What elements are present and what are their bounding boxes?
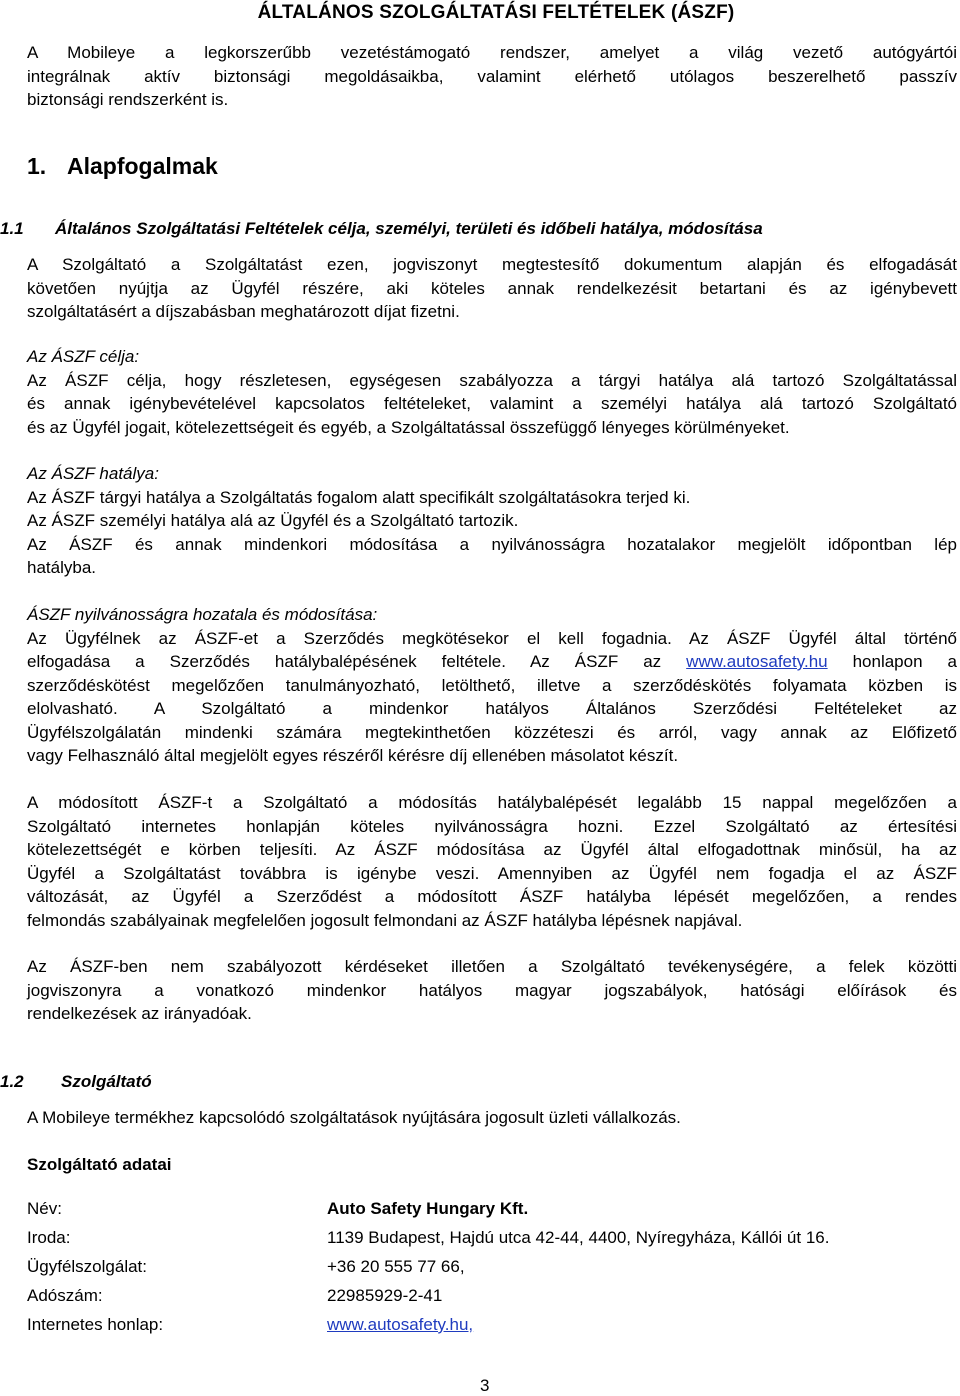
row-label: Ügyfélszolgálat: (27, 1257, 148, 1276)
purpose-block (27, 345, 957, 439)
website-link[interactable]: www.autosafety.hu (686, 652, 828, 671)
text-line: jogviszonyra a vonatkozó mindenkor hatályos magyar jogszabályok, hatósági előírások és (27, 980, 957, 1000)
publication-block (27, 603, 957, 768)
text-line: Ügyfélszolgálatán mindenki számára megtekinthetően közzéteszi és arról, vagy annak az Előfizető (27, 722, 957, 742)
page-number: 3 (480, 1376, 490, 1395)
text-line: és annak igénybevételével kapcsolatos feltételeket, valamint a személyi hatálya alá tartozó Szolgáltató (27, 394, 957, 413)
text-line: kötelezettségét e körben teljesíti. Az ÁSZF módosítása az Ügyfél által elfogadottnak minősül, ha az (27, 840, 957, 859)
section-1-1-heading (0, 219, 763, 239)
text-fragment: honlapon a (827, 652, 957, 671)
text-line: szolgáltatásért a díjszabásban meghatározott díjat fizetni. (27, 302, 460, 321)
row-label: Internetes honlap: (27, 1315, 164, 1334)
text-line: változását, az Ügyfél a Szerződést a módosított ÁSZF hatályba lépését megelőzően, a rendes (27, 887, 957, 906)
provider-data-heading: Szolgáltató adatai (27, 1155, 172, 1174)
text-line: Ügyfél a Szolgáltatást továbbra is igénybe veszi. Amennyiben az Ügyfél nem fogadja el az ÁSZF (27, 863, 957, 883)
section-1-1-intro (27, 253, 957, 324)
section-1-2-text: A Mobileye termékhez kapcsolódó szolgáltatások nyújtására jogosult üzleti vállalkozás. (27, 1108, 681, 1127)
section-title: Általános Szolgáltatási Feltételek célja, személyi, területi és időbeli hatálya, módosítása (55, 219, 763, 238)
purpose-heading: Az ÁSZF célja: (27, 347, 140, 366)
text-line: vagy Felhasználó által megjelölt egyes részéről kérésre díj ellenében másolatot készít. (27, 746, 679, 765)
text-line: és az Ügyfél jogait, kötelezettségeit és egyéb, a Szolgáltatással összefüggő lényeges körülményeket. (27, 417, 790, 437)
row-label: Adószám: (27, 1286, 103, 1305)
text-line: követően nyújtja az Ügyfél részére, aki köteles annak rendelkezésit betartani és az igénybevett (27, 278, 957, 298)
publication-heading: ÁSZF nyilvánosságra hozatala és módosítása: (27, 605, 378, 624)
section-1-heading (27, 153, 218, 180)
row-value: 22985929-2-41 (327, 1286, 443, 1305)
text-line: Az ÁSZF tárgyi hatálya a Szolgáltatás fogalom alatt specifikált szolgáltatásokra terjed ki. (27, 487, 691, 507)
intro-line: A Mobileye a legkorszerűbb vezetéstámogató rendszer, amelyet a világ vezető autógyártói (27, 43, 957, 62)
section-number: 1.2 (0, 1072, 24, 1091)
document-title: ÁLTALÁNOS SZOLGÁLTATÁSI FELTÉTELEK (ÁSZF) (257, 2, 735, 23)
row-value: Auto Safety Hungary Kft. (327, 1199, 529, 1218)
text-line: elolvasható. A Szolgáltató a mindenkor hatályos Általános Szerződési Feltételeket az (27, 699, 957, 718)
scope-heading: Az ÁSZF hatálya: (27, 464, 159, 483)
text-line: A Szolgáltató a Szolgáltatást ezen, jogviszonyt megtestesítő dokumentum alapján és elfogadását (27, 255, 957, 274)
text-line: Az ÁSZF személyi hatálya alá az Ügyfél és a Szolgáltató tartozik. (27, 511, 519, 530)
intro-line: biztonsági rendszerként is. (27, 90, 229, 109)
text-line (27, 650, 957, 674)
section-title: Szolgáltató (61, 1072, 152, 1091)
text-line: felmondás szabályainak megfelelően jogosult felmondani az ÁSZF hatályba lépésnek napjával. (27, 910, 743, 930)
row-value: 1139 Budapest, Hajdú utca 42-44, 4400, Nyíregyháza, Kállói út 16. (327, 1228, 830, 1247)
text-line: Az Ügyfélnek az ÁSZF-et a Szerződés megkötésekor el kell fogadnia. Az ÁSZF Ügyfél által történő (27, 628, 957, 648)
section-1-2-heading (0, 1072, 152, 1092)
section-number: 1. (27, 153, 47, 179)
intro-paragraph (27, 41, 957, 112)
text-line: Szolgáltató internetes honlapján köteles nyilvánosságra hozni. Ezzel Szolgáltató az értesítési (27, 816, 957, 836)
scope-block (27, 462, 957, 580)
text-fragment: elfogadása a Szerződés hatálybalépésének feltétele. Az ÁSZF az (27, 652, 687, 671)
text-line: Az ÁSZF és annak mindenkori módosítása a nyilvánosságra hozatalakor megjelölt időpontban lép (27, 534, 957, 554)
row-label: Iroda: (27, 1228, 71, 1247)
law-paragraph (27, 955, 957, 1026)
text-line: rendelkezések az irányadóak. (27, 1004, 252, 1023)
section-title: Alapfogalmak (67, 153, 218, 179)
text-line: Az ÁSZF célja, hogy részletesen, egységesen szabályozza a tárgyi hatálya alá tartozó Szolgáltatással (27, 370, 957, 390)
website-link[interactable]: www.autosafety.hu, (327, 1315, 474, 1334)
text-line: hatályba. (27, 558, 96, 577)
modification-paragraph (27, 791, 957, 932)
text-line: A módosított ÁSZF-t a Szolgáltató a módosítás hatálybalépését legalább 15 nappal megelőzően a (27, 793, 957, 812)
row-value: +36 20 555 77 66, (327, 1257, 465, 1276)
text-line: Az ÁSZF-ben nem szabályozott kérdéseket illetően a Szolgáltató tevékenységére, a felek közötti (27, 957, 957, 976)
row-label: Név: (27, 1199, 62, 1218)
intro-line: integrálnak aktív biztonsági megoldásaikba, valamint elérhető utólagos beszerelhető passzív (27, 66, 957, 86)
text-line: szerződéskötést megelőzően tanulmányozható, letölthető, illetve a szerződéskötés folyamata közben is (27, 675, 957, 695)
section-number: 1.1 (0, 219, 24, 238)
